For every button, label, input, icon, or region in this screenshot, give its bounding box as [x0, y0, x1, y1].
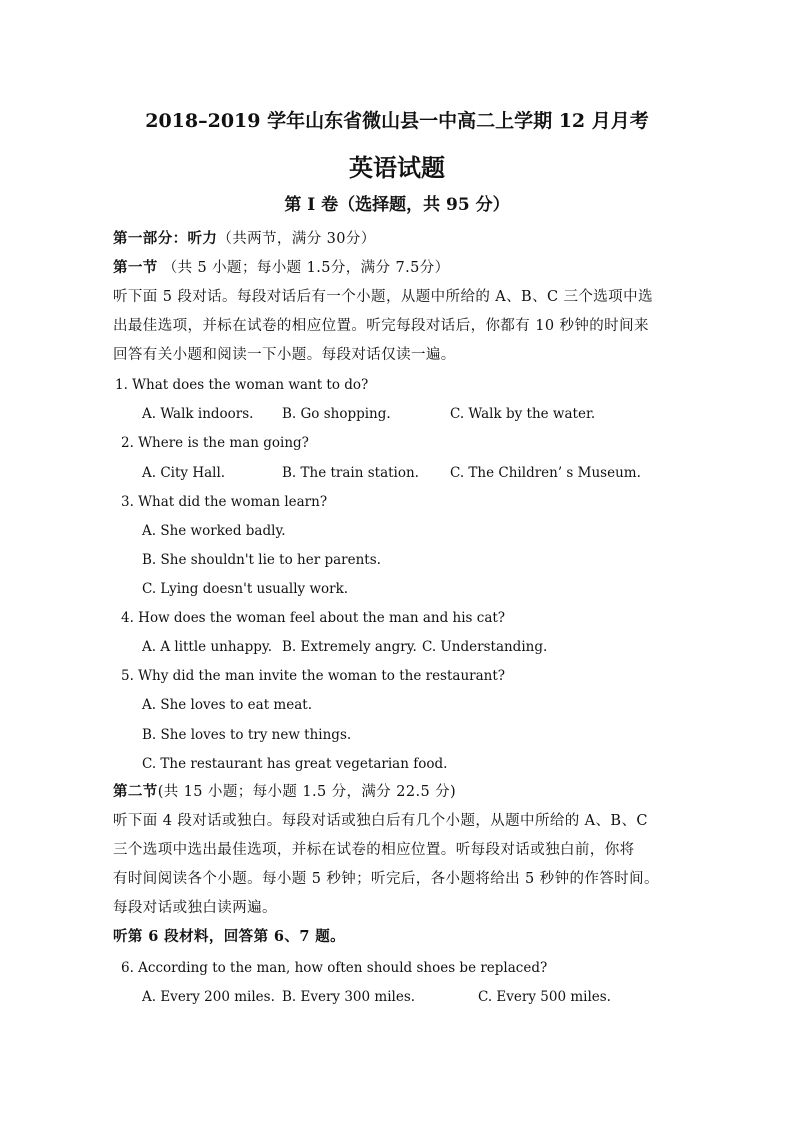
section2-instruction-line: 听下面 4 段对话或独白。每段对话或独白后有几个小题，从题中所给的 A、B、C	[113, 813, 648, 829]
section2-heading-label: 第二节	[113, 783, 158, 800]
option-c: C. Every 500 miles.	[478, 989, 611, 1005]
section1-instruction-line: 出最佳选项，并标在试卷的相应位置。听完每段对话后，你都有 10 秒钟的时间来	[113, 318, 649, 334]
part1-heading-note: （共两节，满分 30分）	[217, 231, 376, 247]
question-stem: 3. What did the woman learn?	[121, 494, 328, 510]
option-c: C. The restaurant has great vegetarian food.	[142, 756, 448, 772]
option-b: B. Every 300 miles.	[282, 989, 416, 1005]
option-a: A. She worked badly.	[142, 523, 286, 539]
exam-title: 2018–2019 学年山东省微山县一中高二上学期 12 月月考	[145, 110, 649, 132]
option-b: B. Go shopping.	[282, 406, 391, 422]
material-note: 听第 6 段材料，回答第 6、7 题。	[113, 928, 346, 945]
option-c: C. Lying doesn't usually work.	[142, 581, 349, 597]
question-stem: 5. Why did the man invite the woman to the restaurant?	[121, 668, 506, 684]
option-a: A. Walk indoors.	[142, 406, 254, 422]
option-b: B. The train station.	[282, 465, 419, 481]
option-a: A. Every 200 miles.	[142, 989, 275, 1005]
section1-heading	[113, 258, 450, 278]
section1-instruction-line: 听下面 5 段对话。每段对话后有一个小题，从题中所给的 A、B、C 三个选项中选	[113, 289, 653, 305]
question-stem: 2. Where is the man going?	[121, 435, 309, 451]
section2-heading-note: (共 15 小题；每小题 1.5 分，满分 22.5 分)	[157, 784, 457, 800]
section1-heading-label: 第一节	[113, 259, 158, 276]
part1-heading	[113, 229, 376, 249]
option-b: B. Extremely angry.	[282, 639, 417, 655]
option-a: A. City Hall.	[142, 465, 226, 481]
option-b: B. She loves to try new things.	[142, 727, 352, 743]
question-stem: 6. According to the man, how often should shoes be replaced?	[121, 960, 548, 976]
section1-heading-note: （共 5 小题；每小题 1.5分，满分 7.5分）	[162, 260, 450, 276]
option-b: B. She shouldn't lie to her parents.	[142, 552, 381, 568]
question-stem: 1. What does the woman want to do?	[115, 377, 369, 393]
option-c: C. Walk by the water.	[450, 406, 596, 422]
section2-heading	[113, 782, 456, 802]
volume-title: 第 I 卷（选择题，共 95 分）	[284, 195, 510, 215]
subject-title: 英语试题	[349, 153, 445, 182]
section1-instruction-line: 回答有关小题和阅读一下小题。每段对话仅读一遍。	[113, 347, 456, 363]
section2-instruction-line: 三个选项中选出最佳选项，并标在试卷的相应位置。听每段对话或独白前，你将	[113, 842, 635, 858]
option-a: A. She loves to eat meat.	[142, 697, 312, 713]
section2-instruction-line: 每段对话或独白读两遍。	[113, 900, 277, 916]
option-a: A. A little unhappy.	[142, 639, 272, 655]
option-c: C. Understanding.	[422, 639, 548, 655]
section2-instruction-line: 有时间阅读各个小题。每小题 5 秒钟；听完后，各小题将给出 5 秒钟的作答时间。	[113, 871, 659, 887]
option-c: C. The Children’ s Museum.	[450, 465, 641, 481]
question-stem: 4. How does the woman feel about the man and his cat?	[121, 610, 506, 626]
part1-heading-label: 第一部分：听力	[113, 230, 218, 247]
